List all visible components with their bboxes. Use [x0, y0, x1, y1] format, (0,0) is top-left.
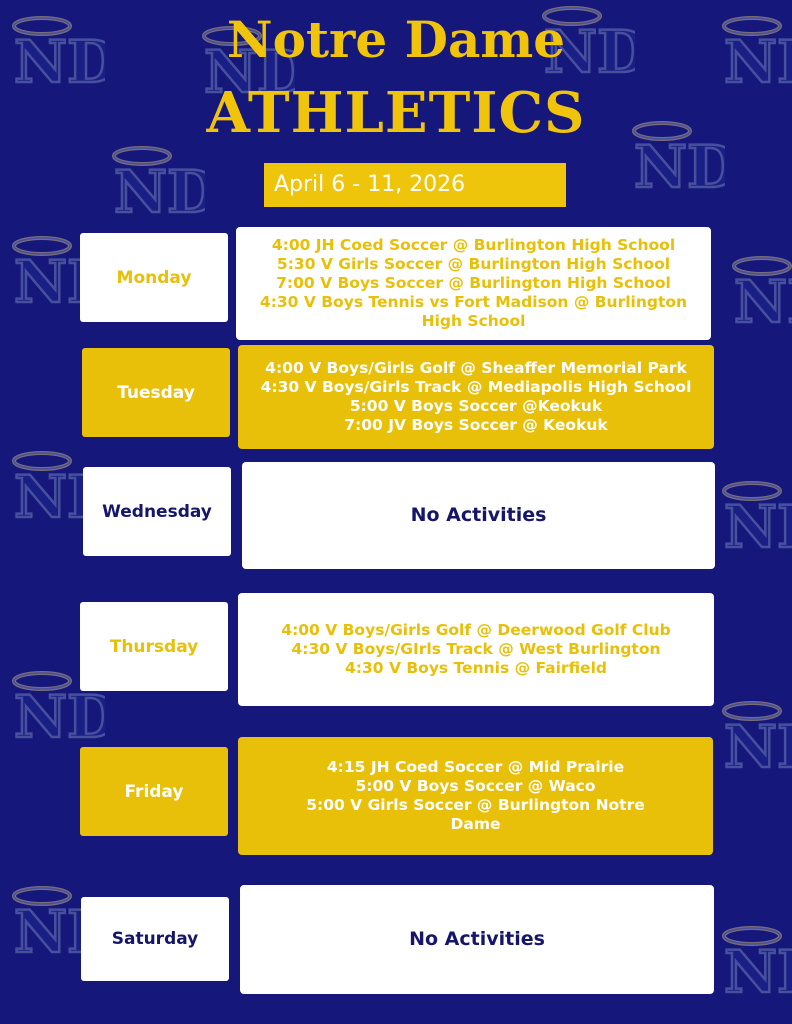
- event-item: 4:15 JH Coed Soccer @ Mid Prairie: [326, 758, 625, 776]
- event-item: 4:00 JH Coed Soccer @ Burlington High School: [271, 236, 676, 254]
- event-item: No Activities: [410, 504, 547, 526]
- day-label-saturday: Saturday: [81, 897, 229, 981]
- nd-logo-watermark: [720, 920, 792, 1010]
- events-saturday: [240, 885, 714, 994]
- title-athletics: ATHLETICS: [206, 80, 586, 146]
- events-friday: [238, 737, 713, 855]
- event-item: 4:30 V Boys Tennis @ Fairfield: [345, 659, 607, 677]
- day-label-thursday: Thursday: [80, 602, 228, 691]
- event-item: 7:00 V Boys Soccer @ Burlington High School: [276, 274, 671, 292]
- nd-logo-watermark: [720, 475, 792, 565]
- event-item: 4:30 V Boys/Girls Track @ Mediapolis High School: [260, 378, 692, 396]
- events-wednesday: [242, 462, 715, 569]
- event-item: 5:00 V Girls Soccer @ Burlington Notre Dame: [306, 796, 645, 833]
- date-range-banner: April 6 - 11, 2026: [264, 163, 566, 207]
- event-item: 4:30 V Boys/GIrls Track @ West Burlington: [291, 640, 661, 658]
- event-item: 7:00 JV Boys Soccer @ Keokuk: [344, 416, 608, 434]
- event-item: 5:00 V Boys Soccer @Keokuk: [349, 397, 603, 415]
- event-item: 5:00 V Boys Soccer @ Waco: [355, 777, 596, 795]
- events-thursday: [238, 593, 714, 706]
- events-monday: [236, 227, 711, 340]
- nd-logo-watermark: [720, 695, 792, 785]
- day-label-tuesday: Tuesday: [82, 348, 230, 437]
- events-tuesday: [238, 345, 714, 449]
- event-item: 5:30 V Girls Soccer @ Burlington High School: [276, 255, 671, 273]
- event-item: 4:00 V Boys/Girls Golf @ Deerwood Golf Club: [281, 621, 671, 639]
- nd-logo-watermark: [110, 140, 205, 230]
- event-item: 4:00 V Boys/Girls Golf @ Sheaffer Memorial Park: [265, 359, 687, 377]
- event-item: 4:30 V Boys Tennis vs Fort Madison @ Burlington High School: [259, 293, 688, 330]
- nd-logo-watermark: [730, 250, 792, 340]
- day-label-monday: Monday: [80, 233, 228, 322]
- event-item: No Activities: [409, 928, 545, 950]
- day-label-friday: Friday: [80, 747, 228, 836]
- title-notre-dame: Notre Dame: [226, 10, 566, 69]
- day-label-wednesday: Wednesday: [83, 467, 231, 556]
